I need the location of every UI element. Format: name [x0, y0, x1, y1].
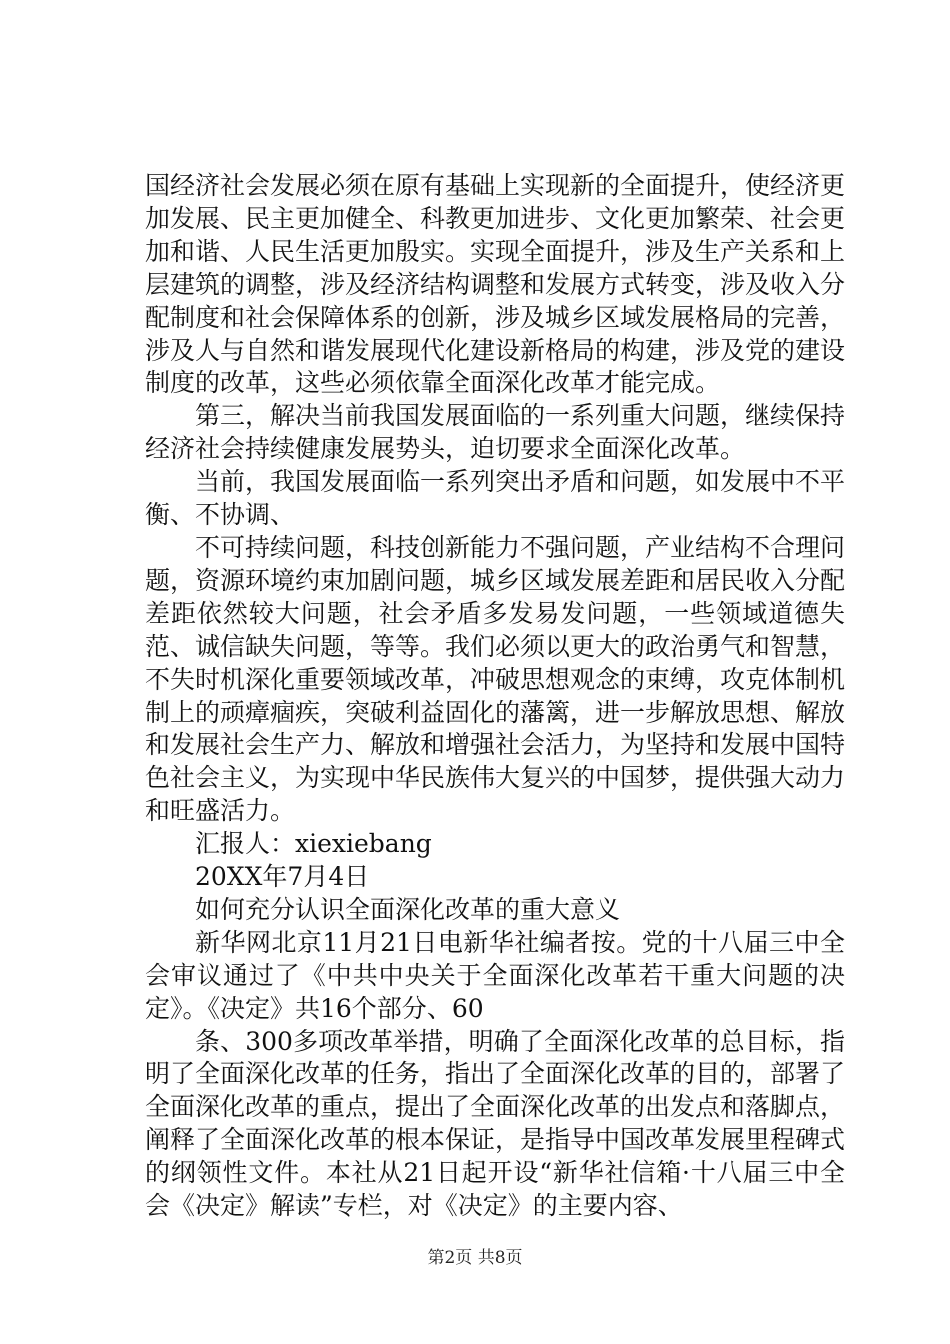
date-line: 20XX年7月4日: [195, 862, 370, 892]
document-body: [145, 170, 845, 1223]
page-number-footer: 第2页 共8页: [427, 1248, 523, 1268]
reporter-line: 汇报人：xiexiebang: [195, 829, 432, 859]
section-title: 如何充分认识全面深化改革的重大意义: [195, 894, 621, 924]
paragraph-reform-measures: 条、300多项改革举措，明确了全面深化改革的总目标，指明了全面深化改革的任务，指出了全面深化改革的目的，部署了全面深化改革的重点，提出了全面深化改革的出发点和落脚点，阐释了全面深化改革的根本保证，是指导中国改革发展里程碑式的纲领性文件。本社从21日起开设“新华社信箱·十八届三中全会《决定》解读”专栏，对《决定》的主要内容、: [145, 1026, 846, 1221]
paragraph-third-point: 第三，解决当前我国发展面临的一系列重大问题，继续保持经济社会持续健康发展势头，迫切要求全面深化改革。: [145, 401, 846, 464]
paragraph-continuation: 国经济社会发展必须在原有基础上实现新的全面提升，使经济更加发展、民主更加健全、科教更加进步、文化更加繁荣、社会更加和谐、人民生活更加殷实。实现全面提升，涉及生产关系和上层建筑的调整，涉及经济结构调整和发展方式转变，涉及收入分配制度和社会保障体系的创新，涉及城乡区域发展格局的完善，涉及人与自然和谐发展现代化建设新格局的构建，涉及党的建设制度的改革，这些必须依靠全面深化改革才能完成。: [145, 171, 846, 398]
paragraph-xinhua-intro: 新华网北京11月21日电新华社编者按。党的十八届三中全会审议通过了《中共中央关于全面深化改革若干重大问题的决定》。《决定》共16个部分、60: [145, 927, 845, 1023]
paragraph-unsustainable-issues: 不可持续问题，科技创新能力不强问题，产业结构不合理问题，资源环境约束加剧问题，城乡区域发展差距和居民收入分配差距依然较大问题，社会矛盾多发易发问题，一些领域道德失范、诚信缺失问题，等等。我们必须以更大的政治勇气和智慧，不失时机深化重要领域改革，冲破思想观念的束缚，攻克体制机制上的顽瘴痼疾，突破利益固化的藩篱，进一步解放思想、解放和发展社会生产力、解放和增强社会活力，为坚持和发展中国特色社会主义，为实现中华民族伟大复兴的中国梦，提供强大动力和旺盛活力。: [145, 532, 846, 826]
paragraph-current-problems: 当前，我国发展面临一系列突出矛盾和问题，如发展中不平衡、不协调、: [145, 467, 846, 530]
